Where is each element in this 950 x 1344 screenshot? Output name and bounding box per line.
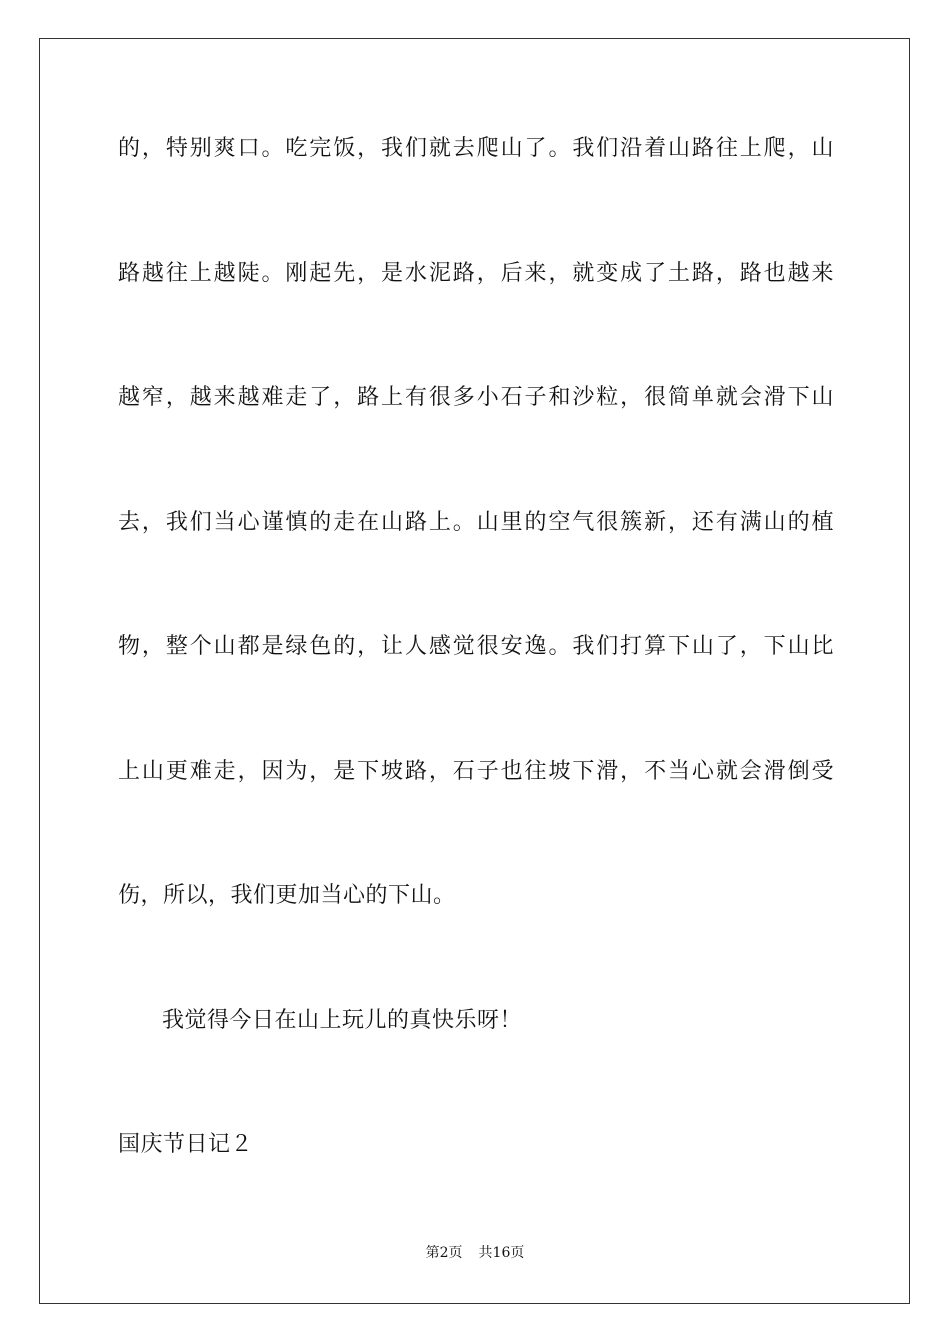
page-number: 第2页 <box>425 1245 463 1261</box>
page-total: 共16页 <box>478 1245 525 1261</box>
body-line-6: 上山更难走，因为，是下坡路，石子也往坡下滑，不当心就会滑倒受 <box>118 759 834 784</box>
page-frame <box>39 38 910 1304</box>
paragraph-closing-sentence: 我觉得今日在山上玩儿的真快乐呀！ <box>162 1008 523 1033</box>
body-line-1: 的，特别爽口。吃完饭，我们就去爬山了。我们沿着山路往上爬，山 <box>118 136 834 161</box>
body-line-4: 去，我们当心谨慎的走在山路上。山里的空气很簇新，还有满山的植 <box>118 510 834 535</box>
body-line-2: 路越往上越陡。刚起先，是水泥路，后来，就变成了土路，路也越来 <box>118 261 834 286</box>
body-line-5: 物，整个山都是绿色的，让人感觉很安逸。我们打算下山了，下山比 <box>118 634 834 659</box>
body-line-3: 越窄，越来越难走了，路上有很多小石子和沙粒，很简单就会滑下山 <box>118 385 834 410</box>
section-heading: 国庆节日记２ <box>118 1132 254 1157</box>
page-footer <box>0 1243 950 1263</box>
body-line-7: 伤，所以，我们更加当心的下山。 <box>118 883 456 908</box>
